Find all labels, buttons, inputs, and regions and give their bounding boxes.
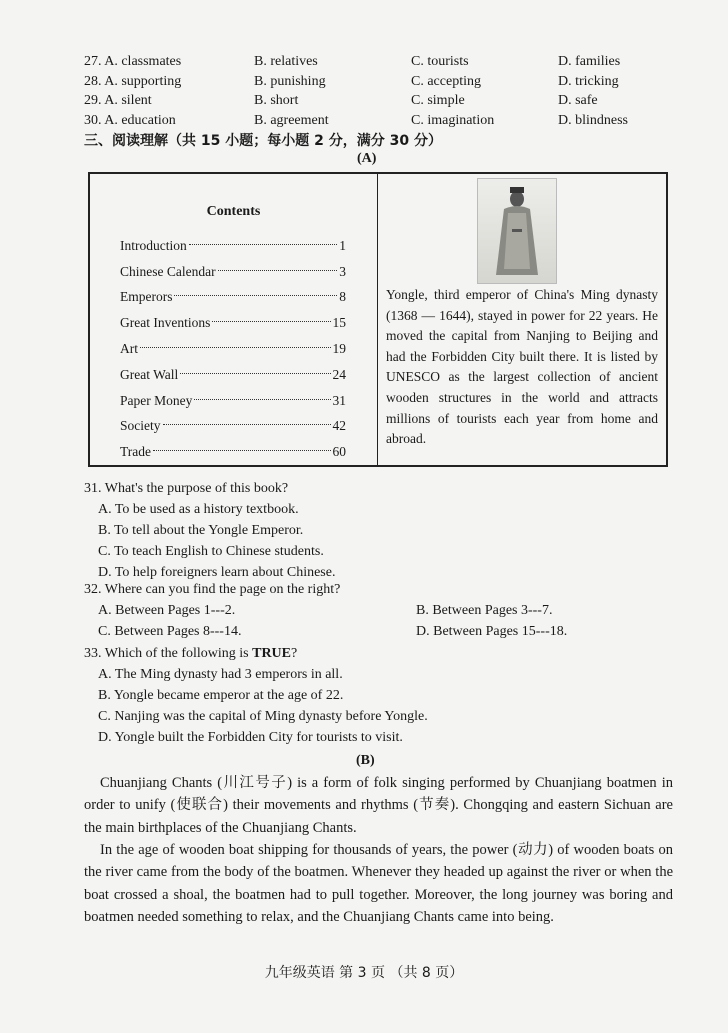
toc-row xyxy=(120,362,346,388)
page-footer: 九年级英语 第 3 页 （共 8 页） xyxy=(264,965,464,981)
option-b: B. relatives xyxy=(254,54,318,69)
toc-page: 1 xyxy=(339,237,346,253)
question-32-options xyxy=(98,600,618,642)
question-31-options xyxy=(98,499,335,583)
toc-label: Art xyxy=(120,341,138,357)
table-of-contents xyxy=(90,174,378,465)
question-33 xyxy=(84,643,297,664)
toc-page: 19 xyxy=(332,341,346,357)
option-row-27 xyxy=(84,52,684,72)
toc-leader xyxy=(180,373,330,374)
option-c: C. tourists xyxy=(411,54,469,69)
part-b-label: (B) xyxy=(356,753,375,768)
toc-page: 42 xyxy=(332,418,346,434)
option-b: B. Between Pages 3---7. xyxy=(416,603,553,618)
toc-leader xyxy=(174,295,337,296)
yongle-description: Yongle, third emperor of China's Ming dynasty (1368 — 1644), stayed in power for 22 years. He moved the capital from Nanjing to Beijing and had the Forbidden City built there. It is listed by UNESCO as the largest collection of ancient wooden structures in the world and attracts millions of tourists each year from home and abroad. xyxy=(386,287,658,447)
question-33-text: 33. Which of the following is xyxy=(84,646,253,661)
option-a: 29. A. silent xyxy=(84,93,152,108)
option-row xyxy=(98,621,618,642)
question-32: 32. Where can you find the page on the right? xyxy=(84,582,341,597)
portrait-figure xyxy=(478,179,556,283)
option-a: A. The Ming dynasty had 3 emperors in all. xyxy=(98,667,343,682)
option-b: B. punishing xyxy=(254,73,326,89)
book-page-excerpt xyxy=(378,174,666,465)
question-31: 31. What's the purpose of this book? xyxy=(84,481,289,496)
toc-row xyxy=(120,388,346,414)
passage-b-paragraph-1: Chuanjiang Chants (川江号子) is a form of folk singing performed by Chuanjiang boatmen in order to unify (使联合) their movements and rhythms (节奏). Chongqing and eastern Sichuan are the main birthplaces of the Chuanjiang Chants. xyxy=(84,775,673,836)
contents-title: Contents xyxy=(206,204,261,219)
option-c: C. accepting xyxy=(411,73,481,89)
toc-label: Paper Money xyxy=(120,392,193,408)
answer-options-27-30 xyxy=(84,52,684,130)
option-d: D. tricking xyxy=(558,73,619,89)
option-b: B. To tell about the Yongle Emperor. xyxy=(98,523,304,538)
toc-row xyxy=(120,233,346,259)
toc-page: 15 xyxy=(332,315,346,331)
option-c: C. simple xyxy=(411,93,465,108)
option-row-29 xyxy=(84,91,684,111)
toc-row xyxy=(120,285,346,311)
toc-page: 60 xyxy=(332,444,346,460)
toc-leader xyxy=(218,270,338,271)
toc-leader xyxy=(163,424,331,425)
toc-leader xyxy=(153,450,330,451)
book-excerpt-box xyxy=(88,172,668,467)
option-c: C. Between Pages 8---14. xyxy=(98,624,242,639)
option-a: A. Between Pages 1---2. xyxy=(98,603,236,618)
option-d: D. families xyxy=(558,54,621,69)
option-row xyxy=(98,600,618,621)
passage-b-paragraph-2: In the age of wooden boat shipping for thousands of years, the power (动力) of wooden boats on the river came from the body of the boatmen. Whenever they headed up against the river or when the boat crossed a shoal, the boatmen had to pull together. Moreover, the long journey was boring and boatmen needed something to relax, and the Chuanjiang Chants came into being. xyxy=(84,842,673,925)
section-heading: 三、阅读理解（共 15 小题；每小题 2 分，满分 30 分） xyxy=(84,133,442,149)
question-33-emphasis: TRUE xyxy=(252,646,292,661)
toc-page: 24 xyxy=(332,366,346,382)
option-a: 30. A. education xyxy=(84,112,176,128)
option-b: B. short xyxy=(254,93,299,108)
toc-row xyxy=(120,414,346,440)
toc-row xyxy=(120,310,346,336)
option-c: C. imagination xyxy=(411,112,495,128)
option-c: C. To teach English to Chinese students. xyxy=(98,544,324,559)
option-d: D. safe xyxy=(558,93,598,108)
option-d: D. Yongle built the Forbidden City for tourists to visit. xyxy=(98,730,403,745)
toc-label: Chinese Calendar xyxy=(120,263,216,279)
toc-label: Emperors xyxy=(120,289,173,305)
option-a: A. To be used as a history textbook. xyxy=(98,502,299,517)
toc-page: 3 xyxy=(339,263,346,279)
question-33-suffix: ? xyxy=(291,646,298,661)
toc-leader xyxy=(140,347,331,348)
toc-label: Introduction xyxy=(120,237,187,253)
option-c: C. Nanjing was the capital of Ming dynasty before Yongle. xyxy=(98,709,428,724)
toc-label: Society xyxy=(120,418,161,434)
option-d: D. Between Pages 15---18. xyxy=(416,624,568,639)
toc-row xyxy=(120,439,346,465)
toc-label: Trade xyxy=(120,444,152,460)
option-d: D. blindness xyxy=(558,112,628,128)
option-row-30 xyxy=(84,111,684,131)
option-b: B. Yongle became emperor at the age of 22. xyxy=(98,688,344,703)
toc-page: 8 xyxy=(339,289,346,305)
toc-leader xyxy=(189,244,338,245)
toc-leader xyxy=(212,321,330,322)
option-a: 27. A. classmates xyxy=(84,54,182,69)
option-b: B. agreement xyxy=(254,112,329,128)
toc-leader xyxy=(194,399,330,400)
question-33-options xyxy=(98,664,428,748)
toc-page: 31 xyxy=(332,392,346,408)
option-row-28 xyxy=(84,72,684,92)
toc-label: Great Wall xyxy=(120,366,179,382)
option-a: 28. A. supporting xyxy=(84,73,182,89)
option-d: D. To help foreigners learn about Chinese. xyxy=(98,565,336,580)
toc-row xyxy=(120,336,346,362)
part-a-label: (A) xyxy=(357,151,377,166)
emperor-portrait-image xyxy=(477,178,557,284)
toc-label: Great Inventions xyxy=(120,315,211,331)
toc-row xyxy=(120,259,346,285)
